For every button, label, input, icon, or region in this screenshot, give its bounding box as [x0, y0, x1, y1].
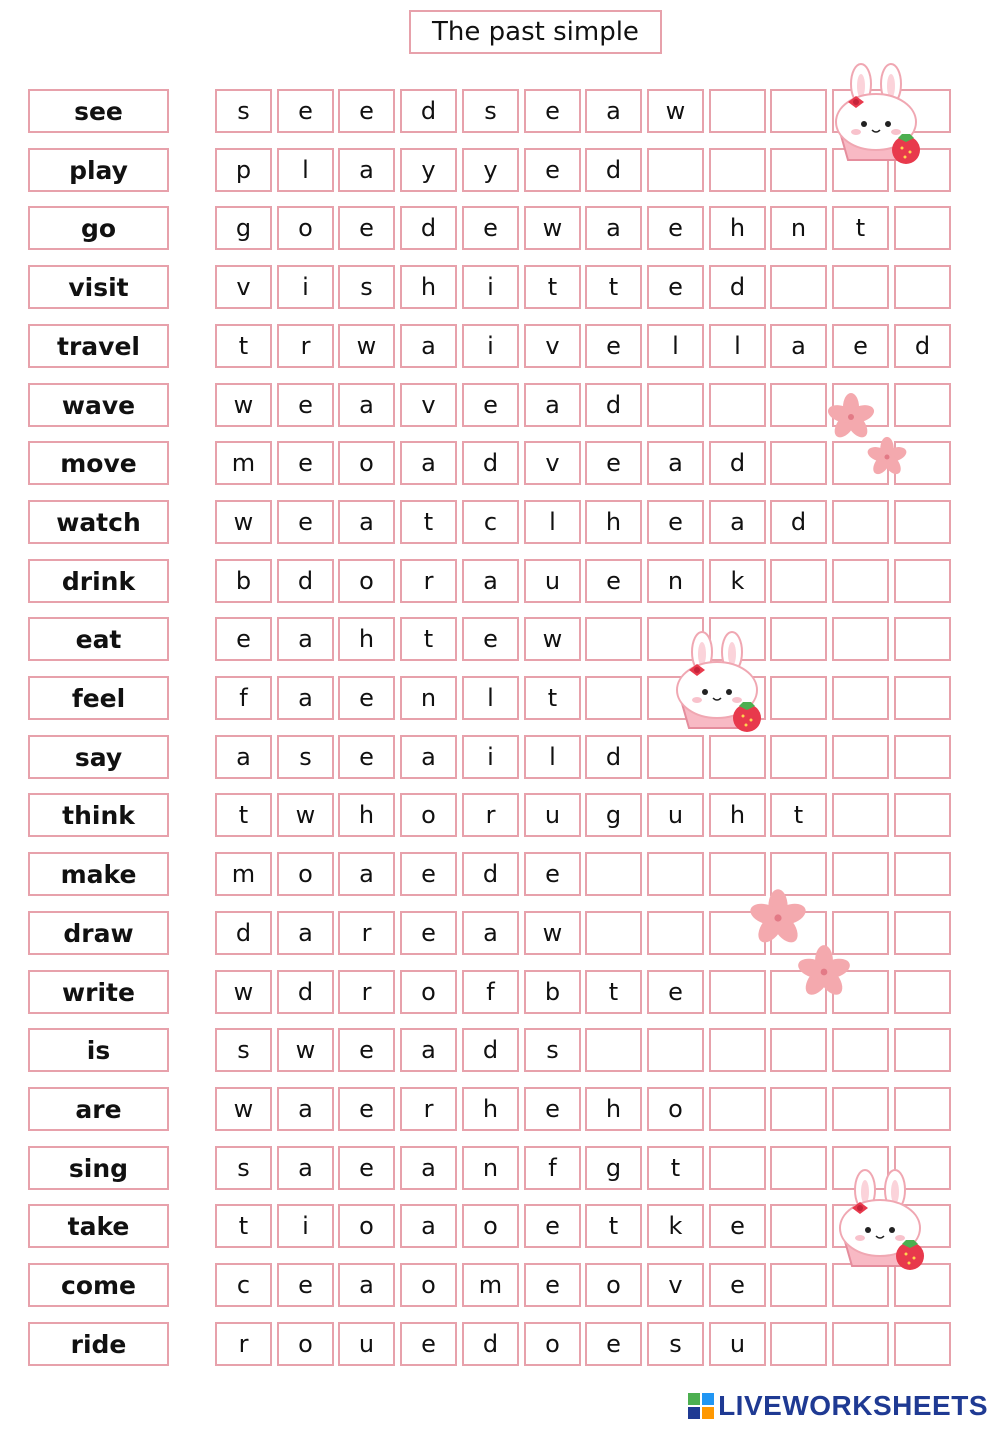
empty-cell[interactable]	[770, 148, 827, 192]
empty-cell[interactable]	[709, 383, 766, 427]
empty-cell[interactable]	[832, 559, 889, 603]
letter-cell[interactable]: s	[338, 265, 395, 309]
base-verb: are	[28, 1087, 169, 1131]
letter-cell[interactable]: e	[647, 500, 704, 544]
letter-cell[interactable]: a	[400, 1146, 457, 1190]
empty-cell[interactable]	[894, 559, 951, 603]
letter-cell[interactable]: r	[400, 559, 457, 603]
letter-cell[interactable]: f	[462, 970, 519, 1014]
letter-cell[interactable]: w	[338, 324, 395, 368]
letter-cell[interactable]: i	[277, 265, 334, 309]
empty-cell[interactable]	[770, 1146, 827, 1190]
letter-cell[interactable]: d	[277, 970, 334, 1014]
base-verb: ride	[28, 1322, 169, 1366]
letter-cell[interactable]: w	[647, 89, 704, 133]
letter-cell[interactable]: e	[524, 852, 581, 896]
letter-cell[interactable]: e	[338, 735, 395, 779]
letter-cell[interactable]: e	[647, 970, 704, 1014]
letter-cell[interactable]: i	[462, 265, 519, 309]
letter-cell[interactable]: o	[338, 1204, 395, 1248]
letter-cell[interactable]: h	[338, 617, 395, 661]
letter-cell[interactable]: e	[524, 148, 581, 192]
letter-cell[interactable]: m	[215, 852, 272, 896]
letter-cell[interactable]: a	[277, 617, 334, 661]
letter-cell[interactable]: r	[400, 1087, 457, 1131]
letter-cell[interactable]: e	[585, 441, 642, 485]
letter-cell[interactable]: v	[647, 1263, 704, 1307]
empty-cell[interactable]	[832, 500, 889, 544]
empty-cell[interactable]	[709, 1146, 766, 1190]
letter-cell[interactable]: d	[894, 324, 951, 368]
letter-cell[interactable]: e	[277, 89, 334, 133]
letter-cell[interactable]: t	[215, 1204, 272, 1248]
letter-cell[interactable]: o	[400, 793, 457, 837]
base-verb: drink	[28, 559, 169, 603]
letter-cell[interactable]: a	[709, 500, 766, 544]
empty-cell[interactable]	[894, 500, 951, 544]
letter-cell[interactable]: e	[524, 1204, 581, 1248]
letter-cell[interactable]: m	[462, 1263, 519, 1307]
empty-cell[interactable]	[894, 735, 951, 779]
letter-cell[interactable]: t	[585, 1204, 642, 1248]
base-verb: go	[28, 206, 169, 250]
empty-cell[interactable]	[832, 1087, 889, 1131]
letter-cell[interactable]: e	[524, 89, 581, 133]
flower-icon	[796, 944, 852, 1000]
empty-cell[interactable]	[770, 617, 827, 661]
empty-cell[interactable]	[832, 617, 889, 661]
letter-cell[interactable]: h	[400, 265, 457, 309]
letter-cell[interactable]: r	[338, 911, 395, 955]
letter-cell[interactable]: a	[647, 441, 704, 485]
letter-cell[interactable]: a	[338, 500, 395, 544]
letter-cell[interactable]: e	[585, 559, 642, 603]
letter-cell[interactable]: e	[338, 1087, 395, 1131]
base-verb: think	[28, 793, 169, 837]
empty-cell[interactable]	[647, 148, 704, 192]
letter-cell[interactable]: e	[709, 1263, 766, 1307]
letter-cell[interactable]: u	[709, 1322, 766, 1366]
letter-cell[interactable]: l	[524, 500, 581, 544]
letter-cell[interactable]: a	[215, 735, 272, 779]
letter-cell[interactable]: e	[647, 265, 704, 309]
letter-cell[interactable]: r	[277, 324, 334, 368]
base-verb: see	[28, 89, 169, 133]
letter-cell[interactable]: d	[215, 911, 272, 955]
letter-cell[interactable]: e	[647, 206, 704, 250]
letter-cell[interactable]: n	[770, 206, 827, 250]
empty-cell[interactable]	[770, 1028, 827, 1072]
empty-cell[interactable]	[832, 676, 889, 720]
letter-cell[interactable]: d	[462, 441, 519, 485]
letter-cell[interactable]: u	[524, 559, 581, 603]
letter-cell[interactable]: a	[338, 852, 395, 896]
letter-cell[interactable]: o	[338, 559, 395, 603]
letter-cell[interactable]: h	[462, 1087, 519, 1131]
empty-cell[interactable]	[832, 735, 889, 779]
letter-cell[interactable]: e	[400, 852, 457, 896]
letter-cell[interactable]: n	[647, 559, 704, 603]
letter-cell[interactable]: t	[215, 324, 272, 368]
empty-cell[interactable]	[894, 911, 951, 955]
logo-icon	[688, 1393, 714, 1419]
empty-cell[interactable]	[770, 676, 827, 720]
letter-cell[interactable]: o	[277, 852, 334, 896]
letter-cell[interactable]: a	[277, 911, 334, 955]
letter-cell[interactable]: a	[770, 324, 827, 368]
letter-cell[interactable]: w	[277, 793, 334, 837]
letter-cell[interactable]: l	[647, 324, 704, 368]
letter-cell[interactable]: e	[277, 500, 334, 544]
letter-cell[interactable]: v	[524, 441, 581, 485]
letter-cell[interactable]: t	[215, 793, 272, 837]
letter-cell[interactable]: s	[647, 1322, 704, 1366]
empty-cell[interactable]	[647, 383, 704, 427]
letter-cell[interactable]: e	[338, 1146, 395, 1190]
letter-cell[interactable]: a	[400, 1028, 457, 1072]
empty-cell[interactable]	[832, 1028, 889, 1072]
letter-cell[interactable]: a	[585, 206, 642, 250]
flower-icon	[748, 888, 808, 948]
base-verb: feel	[28, 676, 169, 720]
empty-cell[interactable]	[770, 1204, 827, 1248]
letter-cell[interactable]: g	[585, 1146, 642, 1190]
letter-cell[interactable]: w	[215, 500, 272, 544]
letter-cell[interactable]: a	[400, 324, 457, 368]
empty-cell[interactable]	[894, 617, 951, 661]
empty-cell[interactable]	[770, 1087, 827, 1131]
empty-cell[interactable]	[770, 559, 827, 603]
letter-cell[interactable]: e	[832, 324, 889, 368]
letter-cell[interactable]: w	[277, 1028, 334, 1072]
letter-cell[interactable]: e	[338, 206, 395, 250]
letter-cell[interactable]: e	[338, 676, 395, 720]
letter-cell[interactable]: e	[277, 441, 334, 485]
empty-cell[interactable]	[832, 793, 889, 837]
letter-cell[interactable]: c	[462, 500, 519, 544]
empty-cell[interactable]	[647, 735, 704, 779]
letter-cell[interactable]: e	[277, 383, 334, 427]
base-verb: watch	[28, 500, 169, 544]
letter-cell[interactable]: t	[585, 970, 642, 1014]
letter-cell[interactable]: a	[585, 89, 642, 133]
letter-cell[interactable]: h	[585, 1087, 642, 1131]
letter-cell[interactable]: a	[462, 559, 519, 603]
letter-cell[interactable]: d	[770, 500, 827, 544]
letter-cell[interactable]: h	[585, 500, 642, 544]
letter-cell[interactable]: g	[585, 793, 642, 837]
empty-cell[interactable]	[585, 617, 642, 661]
letter-cell[interactable]: e	[524, 1087, 581, 1131]
letter-cell[interactable]: k	[709, 559, 766, 603]
empty-cell[interactable]	[770, 89, 827, 133]
letter-cell[interactable]: h	[709, 206, 766, 250]
letter-cell[interactable]: a	[400, 735, 457, 779]
letter-cell[interactable]: w	[524, 911, 581, 955]
letter-cell[interactable]: e	[462, 206, 519, 250]
letter-cell[interactable]: y	[462, 148, 519, 192]
empty-cell[interactable]	[709, 1028, 766, 1072]
letter-cell[interactable]: w	[215, 383, 272, 427]
letter-cell[interactable]: a	[338, 148, 395, 192]
empty-cell[interactable]	[709, 735, 766, 779]
base-verb: travel	[28, 324, 169, 368]
letter-cell[interactable]: a	[277, 1146, 334, 1190]
letter-cell[interactable]: t	[770, 793, 827, 837]
letter-cell[interactable]: a	[338, 383, 395, 427]
letter-cell[interactable]: n	[400, 676, 457, 720]
letter-cell[interactable]: e	[338, 1028, 395, 1072]
bunny-cupcake-icon	[830, 1168, 930, 1276]
letter-cell[interactable]: e	[400, 1322, 457, 1366]
empty-cell[interactable]	[894, 1028, 951, 1072]
letter-cell[interactable]: t	[524, 265, 581, 309]
base-verb: write	[28, 970, 169, 1014]
letter-cell[interactable]: e	[585, 324, 642, 368]
letter-cell[interactable]: e	[524, 1263, 581, 1307]
letter-cell[interactable]: e	[462, 617, 519, 661]
letter-cell[interactable]: k	[647, 1204, 704, 1248]
letter-cell[interactable]: u	[524, 793, 581, 837]
empty-cell[interactable]	[770, 383, 827, 427]
letter-cell[interactable]: l	[524, 735, 581, 779]
empty-cell[interactable]	[585, 911, 642, 955]
letter-cell[interactable]: d	[400, 206, 457, 250]
base-verb: eat	[28, 617, 169, 661]
letter-cell[interactable]: e	[462, 383, 519, 427]
base-verb: wave	[28, 383, 169, 427]
letter-cell[interactable]: d	[277, 559, 334, 603]
brand-logo	[688, 1389, 988, 1423]
base-verb: make	[28, 852, 169, 896]
base-verb: move	[28, 441, 169, 485]
letter-cell[interactable]: w	[524, 617, 581, 661]
letter-cell[interactable]: b	[524, 970, 581, 1014]
letter-cell[interactable]: o	[524, 1322, 581, 1366]
letter-cell[interactable]: m	[215, 441, 272, 485]
letter-cell[interactable]: a	[400, 1204, 457, 1248]
letter-cell[interactable]: e	[585, 1322, 642, 1366]
empty-cell[interactable]	[647, 1028, 704, 1072]
letter-cell[interactable]: d	[585, 148, 642, 192]
empty-cell[interactable]	[894, 1322, 951, 1366]
letter-cell[interactable]: t	[585, 265, 642, 309]
letter-cell[interactable]: o	[400, 970, 457, 1014]
letter-cell[interactable]: l	[709, 324, 766, 368]
base-verb: say	[28, 735, 169, 779]
letter-cell[interactable]: r	[338, 970, 395, 1014]
letter-cell[interactable]: i	[277, 1204, 334, 1248]
empty-cell[interactable]	[709, 89, 766, 133]
base-verb: take	[28, 1204, 169, 1248]
empty-cell[interactable]	[647, 852, 704, 896]
empty-cell[interactable]	[832, 1322, 889, 1366]
page-title: The past simple	[409, 10, 662, 54]
brand-name: LIVEWORKSHEETS	[718, 1390, 988, 1421]
letter-cell[interactable]: e	[215, 617, 272, 661]
empty-cell[interactable]	[647, 911, 704, 955]
base-verb: sing	[28, 1146, 169, 1190]
letter-cell[interactable]: w	[524, 206, 581, 250]
letter-cell[interactable]: t	[832, 206, 889, 250]
letter-cell[interactable]: u	[647, 793, 704, 837]
empty-cell[interactable]	[894, 1087, 951, 1131]
letter-cell[interactable]: y	[400, 148, 457, 192]
letter-cell[interactable]: l	[277, 148, 334, 192]
letter-cell[interactable]: s	[277, 735, 334, 779]
empty-cell[interactable]	[709, 1087, 766, 1131]
letter-cell[interactable]: v	[400, 383, 457, 427]
letter-cell[interactable]: o	[462, 1204, 519, 1248]
letter-cell[interactable]: d	[709, 265, 766, 309]
letter-cell[interactable]: d	[400, 89, 457, 133]
letter-cell[interactable]: o	[647, 1087, 704, 1131]
letter-cell[interactable]: t	[524, 676, 581, 720]
letter-cell[interactable]: a	[277, 1087, 334, 1131]
letter-cell[interactable]: v	[215, 265, 272, 309]
letter-cell[interactable]: d	[462, 1028, 519, 1072]
flower-icon	[866, 436, 908, 478]
letter-cell[interactable]: r	[215, 1322, 272, 1366]
letter-cell[interactable]: e	[338, 89, 395, 133]
letter-cell[interactable]: s	[215, 1146, 272, 1190]
letter-cell[interactable]: d	[709, 441, 766, 485]
empty-cell[interactable]	[585, 676, 642, 720]
letter-cell[interactable]: t	[400, 500, 457, 544]
letter-cell[interactable]: w	[215, 970, 272, 1014]
letter-cell[interactable]: w	[215, 1087, 272, 1131]
empty-cell[interactable]	[832, 852, 889, 896]
bunny-cupcake-icon	[826, 62, 926, 170]
empty-cell[interactable]	[894, 676, 951, 720]
letter-cell[interactable]: a	[400, 441, 457, 485]
letter-cell[interactable]: t	[647, 1146, 704, 1190]
base-verb: come	[28, 1263, 169, 1307]
letter-cell[interactable]: l	[462, 676, 519, 720]
base-verb: is	[28, 1028, 169, 1072]
letter-cell[interactable]: a	[524, 383, 581, 427]
letter-cell[interactable]: s	[524, 1028, 581, 1072]
letter-cell[interactable]: h	[709, 793, 766, 837]
letter-cell[interactable]: o	[277, 1322, 334, 1366]
letter-cell[interactable]: d	[585, 735, 642, 779]
letter-cell[interactable]: o	[400, 1263, 457, 1307]
letter-cell[interactable]: t	[400, 617, 457, 661]
bunny-cupcake-icon	[667, 630, 767, 738]
empty-cell[interactable]	[585, 852, 642, 896]
empty-cell[interactable]	[894, 206, 951, 250]
letter-cell[interactable]: n	[462, 1146, 519, 1190]
letter-cell[interactable]: s	[215, 1028, 272, 1072]
empty-cell[interactable]	[894, 793, 951, 837]
letter-cell[interactable]: e	[709, 1204, 766, 1248]
letter-cell[interactable]: u	[338, 1322, 395, 1366]
letter-cell[interactable]: g	[215, 206, 272, 250]
empty-cell[interactable]	[770, 265, 827, 309]
empty-cell[interactable]	[894, 852, 951, 896]
empty-cell[interactable]	[709, 148, 766, 192]
base-verb: play	[28, 148, 169, 192]
empty-cell[interactable]	[894, 970, 951, 1014]
letter-cell[interactable]: s	[462, 89, 519, 133]
letter-cell[interactable]: c	[215, 1263, 272, 1307]
letter-cell[interactable]: v	[524, 324, 581, 368]
empty-cell[interactable]	[894, 265, 951, 309]
empty-cell[interactable]	[832, 265, 889, 309]
letter-cell[interactable]: a	[462, 911, 519, 955]
letter-cell[interactable]: e	[400, 911, 457, 955]
letter-cell[interactable]: e	[277, 1263, 334, 1307]
empty-cell[interactable]	[709, 970, 766, 1014]
letter-cell[interactable]: o	[585, 1263, 642, 1307]
letter-cell[interactable]: d	[462, 852, 519, 896]
empty-cell[interactable]	[770, 1322, 827, 1366]
base-verb: draw	[28, 911, 169, 955]
letter-cell[interactable]: i	[462, 324, 519, 368]
letter-cell[interactable]: i	[462, 735, 519, 779]
base-verb: visit	[28, 265, 169, 309]
letter-cell[interactable]: a	[338, 1263, 395, 1307]
letter-cell[interactable]: d	[462, 1322, 519, 1366]
empty-cell[interactable]	[585, 1028, 642, 1072]
empty-cell[interactable]	[770, 735, 827, 779]
empty-cell[interactable]	[770, 441, 827, 485]
letter-cell[interactable]: f	[215, 676, 272, 720]
letter-cell[interactable]: f	[524, 1146, 581, 1190]
letter-cell[interactable]: o	[338, 441, 395, 485]
letter-cell[interactable]: a	[277, 676, 334, 720]
flower-icon	[826, 392, 876, 442]
letter-cell[interactable]: b	[215, 559, 272, 603]
letter-cell[interactable]: o	[277, 206, 334, 250]
letter-cell[interactable]: h	[338, 793, 395, 837]
letter-cell[interactable]: d	[585, 383, 642, 427]
empty-cell[interactable]	[770, 1263, 827, 1307]
letter-cell[interactable]: r	[462, 793, 519, 837]
letter-cell[interactable]: p	[215, 148, 272, 192]
empty-cell[interactable]	[894, 383, 951, 427]
letter-cell[interactable]: s	[215, 89, 272, 133]
